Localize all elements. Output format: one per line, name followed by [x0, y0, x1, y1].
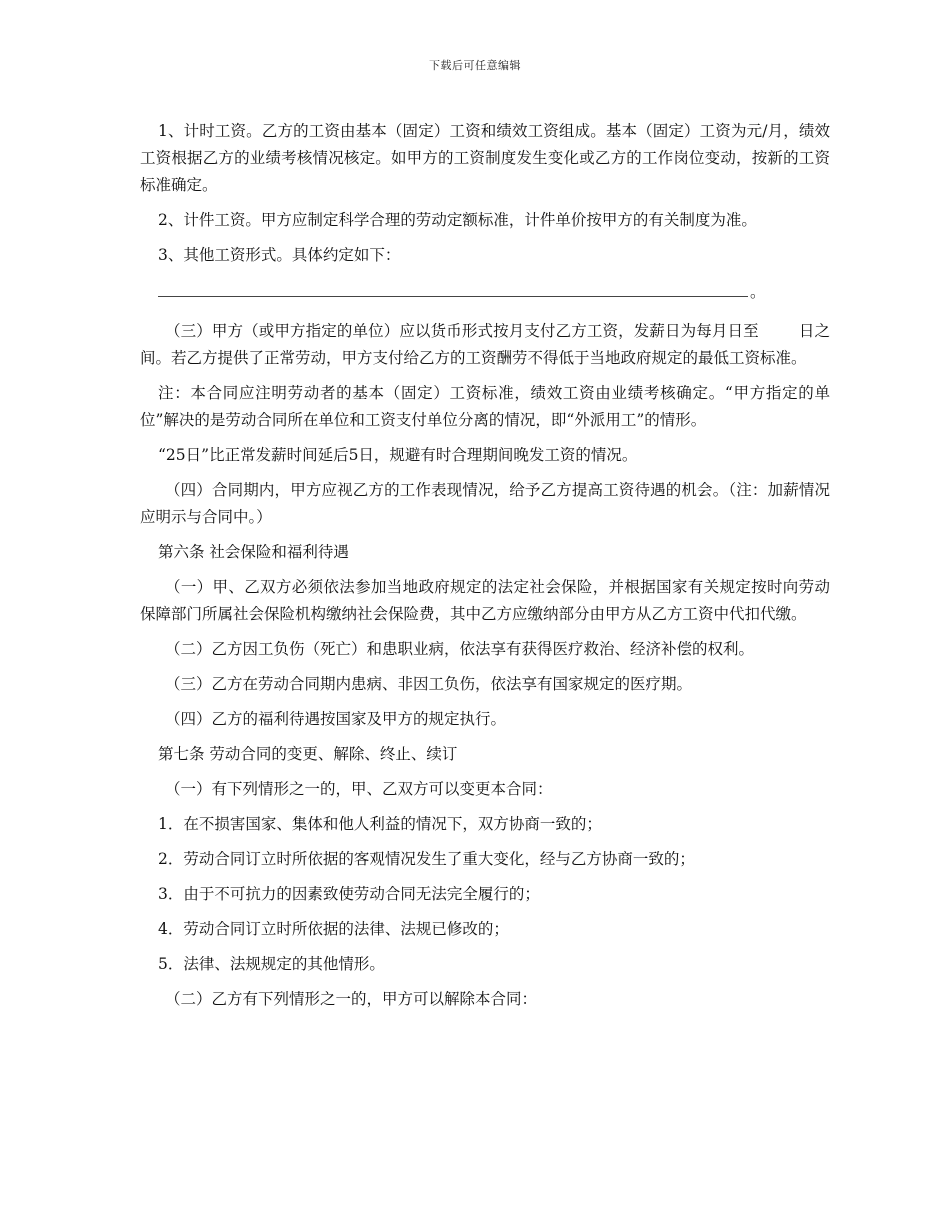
paragraph-other-wage: 3、其他工资形式。具体约定如下：	[158, 246, 401, 264]
list-item-3: 3．由于不可抗力的因素致使劳动合同无法完全履行的；	[158, 885, 540, 903]
paragraph-change-conditions: （一）有下列情形之一的，甲、乙双方可以变更本合同：	[165, 780, 553, 798]
document-body	[140, 118, 830, 1013]
blank-line-period: 。	[750, 283, 766, 301]
payday-text-part2: 日之间。若乙方提供了正常劳动，甲方支付给乙方的工资酬劳不得低于当地政府规定的最低工资标准。	[140, 322, 830, 367]
article-six-heading: 第六条 社会保险和福利待遇	[158, 543, 349, 561]
paragraph-payday	[140, 318, 830, 372]
paragraph-note-wage: 注：本合同应注明劳动者的基本（固定）工资标准，绩效工资由业绩考核确定。“甲方指定的单位”解决的是劳动合同所在单位和工资支付单位分离的情况，即“外派用工”的情形。	[140, 384, 830, 429]
paragraph-raise: （四）合同期内，甲方应视乙方的工作表现情况，给予乙方提高工资待遇的机会。（注：加薪情况应明示与合同中。）	[140, 481, 830, 526]
paragraph-welfare: （四）乙方的福利待遇按国家及甲方的规定执行。	[165, 710, 507, 728]
article-seven-heading: 第七条 劳动合同的变更、解除、终止、续订	[158, 745, 458, 763]
paragraph-social-insurance: （一）甲、乙双方必须依法参加当地政府规定的法定社会保险，并根据国家有关规定按时向劳动保障部门所属社会保险机构缴纳社会保险费，其中乙方应缴纳部分由甲方从乙方工资中代扣代缴。	[140, 578, 830, 623]
paragraph-blank-fill	[140, 279, 830, 306]
list-item-1: 1．在不损害国家、集体和他人利益的情况下，双方协商一致的；	[158, 815, 602, 833]
fill-in-blank-line	[158, 281, 748, 297]
paragraph-note-25th: “25日”比正常发薪时间延后5日，规避有时合理期间晚发工资的情况。	[158, 446, 638, 464]
paragraph-termination-conditions: （二）乙方有下列情形之一的，甲方可以解除本合同：	[165, 990, 538, 1008]
paragraph-medical-period: （三）乙方在劳动合同期内患病、非因工负伤，依法享有国家规定的医疗期。	[165, 675, 693, 693]
list-item-5: 5．法律、法规规定的其他情形。	[158, 955, 385, 973]
paragraph-hourly-wage: 1、计时工资。乙方的工资由基本（固定）工资和绩效工资组成。基本（固定）工资为元/月，绩效工资根据乙方的业绩考核情况核定。如甲方的工资制度发生变化或乙方的工作岗位变动，按新的工资标准确定。	[140, 122, 830, 194]
page-header: 下载后可任意编辑	[429, 59, 521, 72]
list-item-2: 2．劳动合同订立时所依据的客观情况发生了重大变化，经与乙方协商一致的；	[158, 850, 695, 868]
paragraph-work-injury: （二）乙方因工负伤（死亡）和患职业病，依法享有获得医疗救治、经济补偿的权利。	[165, 640, 755, 658]
list-item-4: 4．劳动合同订立时所依据的法律、法规已修改的；	[158, 920, 509, 938]
payday-text-part1: （三）甲方（或甲方指定的单位）应以货币形式按月支付乙方工资，发薪日为每月日至	[165, 322, 759, 340]
paragraph-piece-wage: 2、计件工资。甲方应制定科学合理的劳动定额标准，计件单价按甲方的有关制度为准。	[158, 211, 757, 229]
